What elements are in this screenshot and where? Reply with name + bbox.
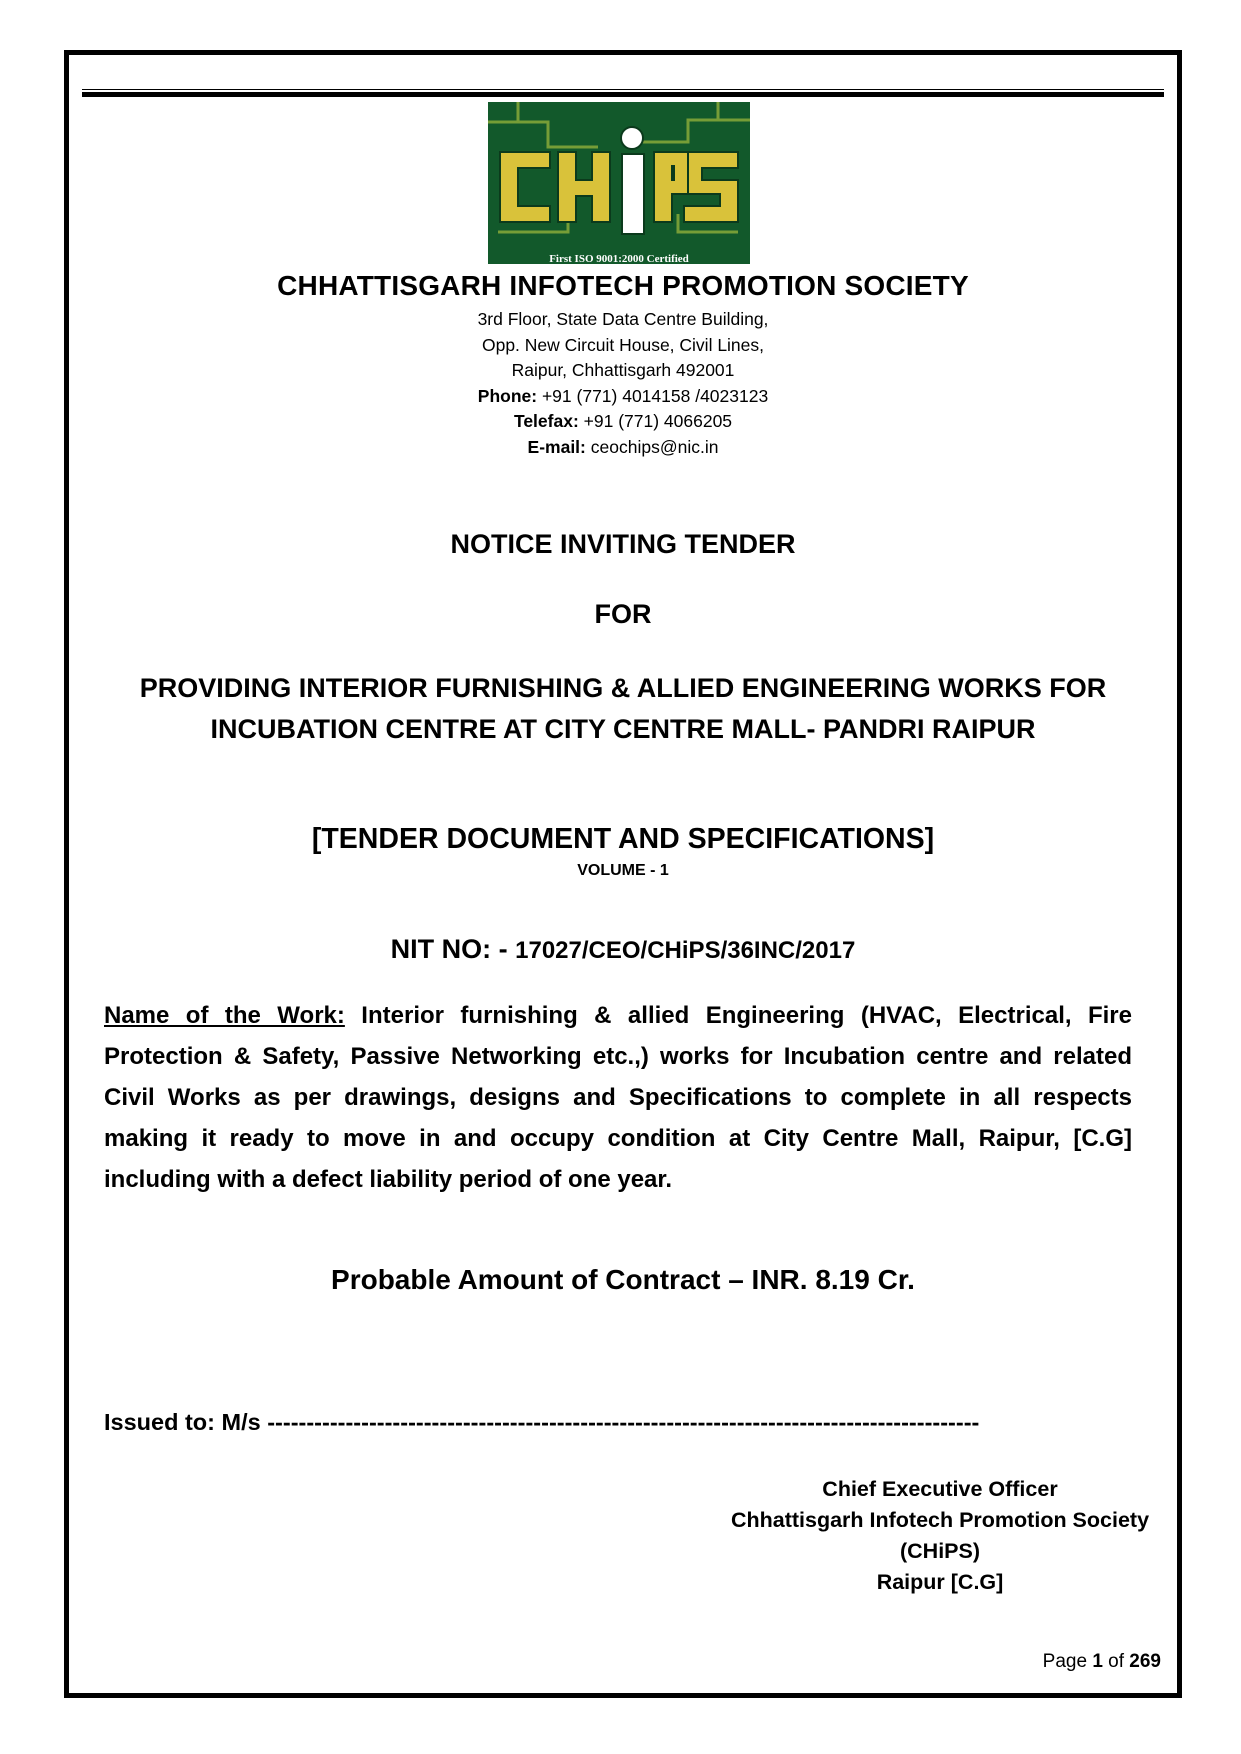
phone-line <box>70 384 1176 410</box>
address-line-2: Opp. New Circuit House, Civil Lines, <box>481 335 765 355</box>
name-of-work-description: Interior furnishing & allied Engineering (HVAC, Electrical, Fire Protection & Safety, Passive Networking etc.,) works for Incubation centre and related Civil Works as per drawings, designs and Specifications to complete in all respects making it ready to move in and occupy condition at City Centre Mall, Raipur, [C.G] including with a defect liability period of one year. <box>104 1002 1132 1193</box>
volume-label: VOLUME - 1 <box>577 862 669 879</box>
chips-logo <box>488 102 750 264</box>
phone-value: +91 (771) 4014158 /4023123 <box>537 386 769 406</box>
page-word: Page <box>1042 1651 1093 1672</box>
telefax-line <box>70 409 1176 435</box>
probable-amount: Probable Amount of Contract – INR. 8.19 Cr. <box>331 1264 915 1295</box>
telefax-value: +91 (771) 4066205 <box>578 411 733 431</box>
nit-label: NIT NO: - <box>390 934 516 964</box>
total-pages: 269 <box>1129 1651 1161 1672</box>
issued-to-line: Issued to: M/s ------------------------------------------------------------------------------------------- <box>104 1409 980 1435</box>
address-line-3: Raipur, Chhattisgarh 492001 <box>511 360 735 380</box>
document-title: [TENDER DOCUMENT AND SPECIFICATIONS] <box>311 823 935 855</box>
logo-caption-line1: First ISO 9001:2000 Certified <box>549 253 689 264</box>
email-label: E-mail: <box>527 437 586 457</box>
phone-label: Phone: <box>477 386 538 406</box>
telefax-label: Telefax: <box>513 411 579 431</box>
signature-title: Chief Executive Officer <box>822 1477 1058 1501</box>
email-value: ceochips@nic.in <box>585 437 719 457</box>
nit-number: 17027/CEO/CHiPS/36INC/2017 <box>515 937 856 964</box>
current-page: 1 <box>1092 1651 1103 1672</box>
header-rule-thin <box>82 89 1164 90</box>
name-of-work-label: Name of the Work: <box>104 1002 345 1029</box>
nit-number-line <box>70 934 1176 965</box>
signature-location: Raipur [C.G] <box>876 1570 1004 1594</box>
page-number <box>1043 1651 1161 1673</box>
notice-title: NOTICE INVITING TENDER <box>450 529 796 559</box>
logo-caption <box>488 252 750 264</box>
chips-logo-graphic <box>488 102 750 264</box>
header-rule-thick <box>82 92 1164 97</box>
signature-organisation: Chhattisgarh Infotech Promotion Society <box>730 1508 1150 1532</box>
address-line-1: 3rd Floor, State Data Centre Building, <box>477 309 769 329</box>
of-word: of <box>1102 1651 1130 1672</box>
project-title-line-2: INCUBATION CENTRE AT CITY CENTRE MALL- PANDRI RAIPUR <box>210 714 1036 744</box>
email-line <box>70 435 1176 461</box>
signature-abbreviation: (CHiPS) <box>899 1539 981 1563</box>
for-title: FOR <box>594 599 652 629</box>
org-name: CHHATTISGARH INFOTECH PROMOTION SOCIETY <box>277 270 969 301</box>
project-title-line-1: PROVIDING INTERIOR FURNISHING & ALLIED ENGINEERING WORKS FOR <box>139 673 1107 703</box>
name-of-work-paragraph <box>104 995 1132 1200</box>
